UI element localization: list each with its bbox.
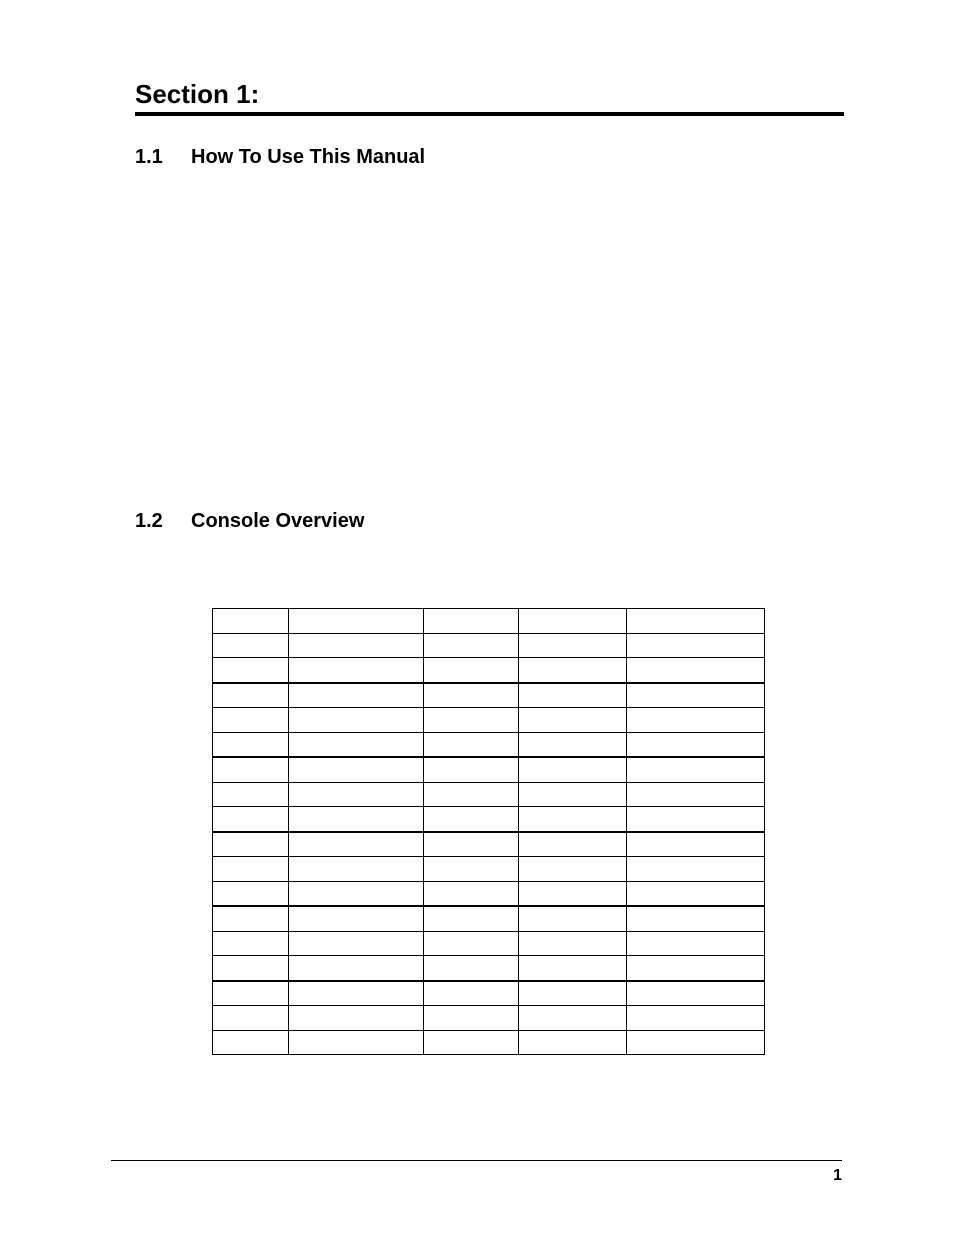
table-cell [289, 1006, 424, 1031]
table-row [213, 1030, 765, 1055]
table-cell [627, 981, 765, 1006]
table-cell [424, 832, 519, 857]
subsection-title: Console Overview [191, 510, 365, 532]
subsection-title: How To Use This Manual [191, 146, 426, 168]
table-row [213, 956, 765, 981]
table-cell [213, 881, 289, 906]
table-cell [519, 881, 627, 906]
table-cell [519, 807, 627, 832]
table-cell [519, 857, 627, 882]
table-row [213, 857, 765, 882]
table-cell [213, 1006, 289, 1031]
table-cell [424, 609, 519, 634]
table-cell [424, 732, 519, 757]
subsection-number: 1.2 [135, 510, 163, 532]
table-cell [213, 633, 289, 658]
table-cell [213, 807, 289, 832]
footer-rule [111, 1160, 842, 1161]
table-cell [627, 1030, 765, 1055]
table-cell [213, 906, 289, 931]
table-row [213, 683, 765, 708]
table-cell [289, 732, 424, 757]
table-cell [289, 683, 424, 708]
table-cell [519, 708, 627, 733]
table-cell [627, 609, 765, 634]
table-cell [519, 832, 627, 857]
table-cell [627, 633, 765, 658]
table-cell [289, 881, 424, 906]
table-row [213, 832, 765, 857]
table-cell [519, 906, 627, 931]
table-cell [519, 633, 627, 658]
table-row [213, 609, 765, 634]
table-cell [424, 708, 519, 733]
table-row [213, 732, 765, 757]
table-cell [627, 931, 765, 956]
table-cell [519, 732, 627, 757]
table-cell [289, 609, 424, 634]
table-cell [424, 807, 519, 832]
table-cell [519, 683, 627, 708]
table-cell [519, 1030, 627, 1055]
subsection-heading-console-overview [135, 509, 364, 533]
table-cell [213, 757, 289, 782]
table-cell [519, 1006, 627, 1031]
table-cell [213, 683, 289, 708]
table-cell [289, 832, 424, 857]
table-cell [424, 1030, 519, 1055]
table-cell [213, 956, 289, 981]
table-row [213, 981, 765, 1006]
table-cell [519, 956, 627, 981]
table-cell [424, 906, 519, 931]
table-cell [289, 633, 424, 658]
table-cell [627, 683, 765, 708]
table-cell [289, 757, 424, 782]
table-cell [213, 981, 289, 1006]
table-cell [213, 782, 289, 807]
table-row [213, 782, 765, 807]
table-cell [289, 1030, 424, 1055]
table-cell [289, 658, 424, 683]
table-cell [627, 906, 765, 931]
subsection-number: 1.1 [135, 146, 163, 168]
table-cell [519, 782, 627, 807]
table-cell [519, 757, 627, 782]
table-row [213, 708, 765, 733]
table-cell [213, 658, 289, 683]
table-cell [289, 807, 424, 832]
table-cell [424, 633, 519, 658]
table-cell [289, 956, 424, 981]
table-body [213, 609, 765, 1055]
table-cell [213, 832, 289, 857]
table-cell [213, 1030, 289, 1055]
table-cell [424, 683, 519, 708]
page-number: 1 [833, 1167, 842, 1184]
table-cell [424, 658, 519, 683]
table-row [213, 807, 765, 832]
table-cell [213, 609, 289, 634]
table-cell [289, 708, 424, 733]
table-row [213, 1006, 765, 1031]
table-cell [289, 906, 424, 931]
table-row [213, 757, 765, 782]
table-cell [519, 981, 627, 1006]
table-cell [627, 832, 765, 857]
table-cell [213, 732, 289, 757]
table-row [213, 906, 765, 931]
table-cell [627, 956, 765, 981]
section-title-rule [135, 112, 844, 116]
table-cell [213, 857, 289, 882]
table-cell [627, 881, 765, 906]
table-cell [627, 807, 765, 832]
table-row [213, 931, 765, 956]
table-cell [627, 708, 765, 733]
table-cell [519, 931, 627, 956]
table-cell [424, 1006, 519, 1031]
table-cell [289, 857, 424, 882]
table-cell [289, 931, 424, 956]
table-cell [627, 1006, 765, 1031]
table-cell [424, 881, 519, 906]
table-cell [627, 857, 765, 882]
table-cell [289, 782, 424, 807]
table-cell [424, 956, 519, 981]
table-row [213, 658, 765, 683]
table-cell [424, 857, 519, 882]
table-cell [213, 931, 289, 956]
section-title: Section 1: [135, 79, 260, 109]
table-row [213, 881, 765, 906]
table-cell [289, 981, 424, 1006]
table-cell [424, 931, 519, 956]
subsection-heading-how-to-use [135, 145, 425, 169]
table-cell [424, 757, 519, 782]
table-cell [519, 658, 627, 683]
table-cell [519, 609, 627, 634]
table-cell [424, 782, 519, 807]
table-cell [627, 732, 765, 757]
table-cell [424, 981, 519, 1006]
console-overview-table [212, 608, 765, 1055]
table-cell [627, 757, 765, 782]
table-cell [213, 708, 289, 733]
table-cell [627, 658, 765, 683]
table-row [213, 633, 765, 658]
table-cell [627, 782, 765, 807]
